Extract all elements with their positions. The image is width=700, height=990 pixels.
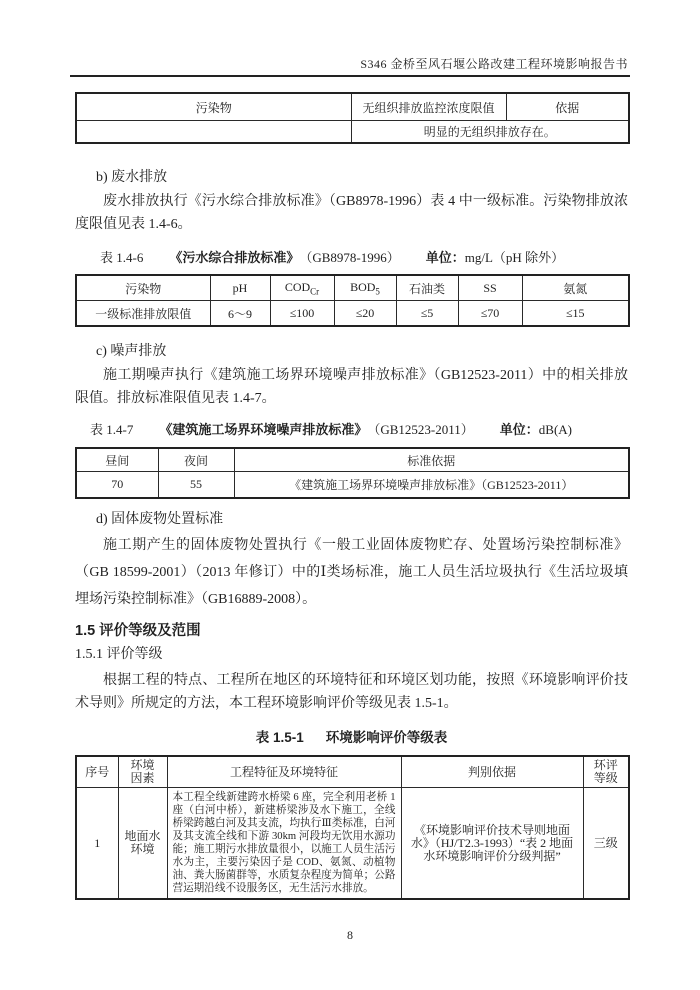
table-row [76,472,629,499]
bod-subscript: 5 [375,286,380,297]
empty-cell [76,121,351,144]
col-header-basis: 判别依据 [401,756,583,788]
caption-unit-label: 单位： [425,250,465,265]
heading-noise: c) 噪声排放 [96,344,167,359]
assessment-level-table [75,755,630,900]
col-header-basis: 标准依据 [234,448,629,472]
noise-standard-table [75,447,630,499]
heading-1-5-1: 1.5.1 评价等级 [75,647,163,662]
row-label: 一级标准排放限值 [76,301,210,327]
value-ph: 6～9 [210,301,270,327]
value-level: 三级 [583,788,629,900]
cod-label: COD [284,279,311,294]
table-row [76,301,629,327]
level-line1: 环评 [593,758,618,772]
heading-solid-waste: d) 固体废物处置标准 [96,512,224,527]
caption-unit-value: mg/L（pH 除外） [464,250,565,265]
value-ammonia: ≤15 [522,301,629,327]
level-line2: 等级 [593,771,618,785]
factor-value-line1: 地面水 [124,829,161,843]
bod-label: BOD [350,279,376,294]
caption-title: 《建筑施工场界环境噪声排放标准》 [159,422,368,437]
col-header-limit: 无组织排放监控浓度限值 [351,93,506,121]
header-rule [70,75,630,77]
col-header-ss: SS [458,275,522,301]
caption-title: 环境影响评价等级表 [325,730,448,745]
caption-label: 表 1.4-7 [90,422,134,437]
paragraph-noise: 施工期噪声执行《建筑施工场界环境噪声排放标准》（GB12523-2011）中的相关排放限值。排放标准限值见表 1.4-7。 [75,368,628,406]
paragraph-assessment-level: 根据工程的特点、工程所在地区的环境特征和环境区划功能，按照《环境影响评价技术导则》所规定的方法，本工程环境影响评价等级见表 1.5-1。 [75,673,628,711]
table-row [76,121,629,144]
col-header-bod [334,275,396,301]
caption-unit-value: dB(A) [538,422,572,437]
caption-table-147 [75,419,643,438]
col-header-daytime: 昼间 [76,448,158,472]
factor-value-line2: 环境 [130,842,155,856]
caption-table-146 [75,247,653,266]
col-header-seq: 序号 [76,756,118,788]
caption-title: 《污水综合排放标准》 [169,250,300,265]
value-nighttime: 55 [158,472,234,499]
value-basis: 《环境影响评价技术导则地面水》（HJ/T2.3-1993）“表 2 地面水环境影响评价分级判据” [401,788,583,900]
col-header-basis: 依据 [506,93,629,121]
paragraph-wastewater: 废水排放执行《污水综合排放标准》（GB8978-1996）表 4 中一级标准。污染物排放浓度限值见表 1.4-6。 [75,194,628,232]
col-header-level [583,756,629,788]
value-daytime: 70 [76,472,158,499]
heading-wastewater: b) 废水排放 [96,170,168,185]
table-header-row [76,756,629,788]
continuation-cell: 明显的无组织排放存在。 [351,121,629,144]
cod-subscript: Cr [310,286,320,297]
col-header-pollutant: 污染物 [76,93,351,121]
col-header-ph: pH [210,275,270,301]
col-header-nighttime: 夜间 [158,448,234,472]
wastewater-standard-table [75,274,630,327]
value-feature: 本工程全线新建跨水桥梁 6 座，完全利用老桥 1 座（白河中桥），新建桥梁涉及水下施工，全线桥梁跨越白河及其支流，均执行Ⅲ类标准，白河及其支流全线和下游 30km 河段均无饮用水源功能；施工期污水排放量很小，以施工人员生活污水为主，主要污染因子是 COD、氨氮、动植物油、粪大肠菌群等，水质复杂程度为简单；公路营运期沿线不设服务区，无生活污水排放。 [167,788,401,900]
col-header-oil: 石油类 [396,275,458,301]
paragraph-solid-waste: 施工期产生的固体废物处置执行《一般工业固体废物贮存、处置场污染控制标准》（GB 18599-2001）（2013 年修订）中的Ⅰ类场标准，施工人员生活垃圾执行《生活垃圾填埋场污染控制标准》（GB16889-2008）。 [75,538,628,607]
caption-code: （GB12523-2011） [367,422,474,437]
col-header-feature: 工程特征及环境特征 [167,756,401,788]
value-cod: ≤100 [270,301,334,327]
value-factor [118,788,167,900]
value-basis: 《建筑施工场界环境噪声排放标准》（GB12523-2011） [234,472,629,499]
caption-table-151 [75,726,628,746]
table-row [76,275,629,301]
table-body-row [76,788,629,900]
col-header-cod [270,275,334,301]
table-row [76,448,629,472]
unorganized-emission-table [75,92,630,144]
col-header-pollutant: 污染物 [76,275,210,301]
value-bod: ≤20 [334,301,396,327]
value-ss: ≤70 [458,301,522,327]
col-header-ammonia: 氨氮 [522,275,629,301]
page-header-title: S346 金桥至风石堰公路改建工程环境影响报告书 [360,57,628,71]
value-oil: ≤5 [396,301,458,327]
caption-label: 表 1.5-1 [255,730,304,745]
table-row [76,93,629,121]
caption-unit-label: 单位： [499,422,539,437]
caption-code: （GB8978-1996） [299,250,400,265]
factor-line2: 因素 [130,771,155,785]
heading-1-5: 1.5 评价等级及范围 [75,623,201,639]
col-header-factor [118,756,167,788]
factor-line1: 环境 [130,758,155,772]
value-seq: 1 [76,788,118,900]
caption-label: 表 1.4-6 [100,250,144,265]
page-number: 8 [347,928,353,942]
